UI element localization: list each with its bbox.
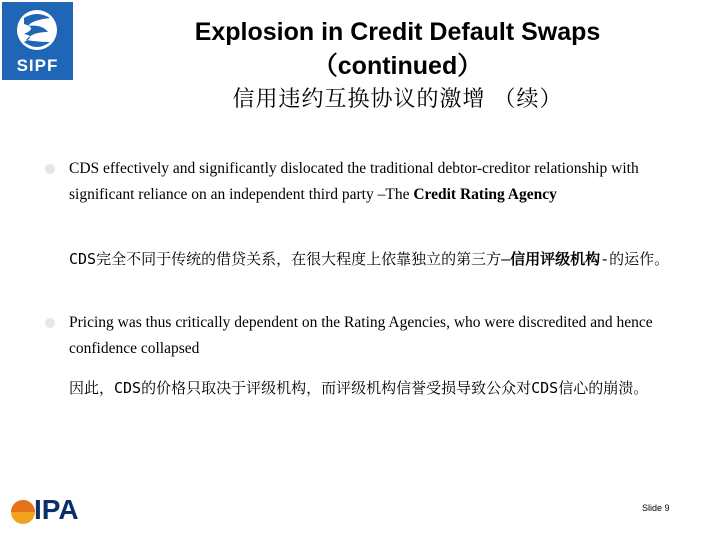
- title-line-1: Explosion in Credit Default Swaps: [194, 18, 601, 46]
- sipf-logo-text: SIPF: [16, 56, 59, 75]
- bullet-1-chinese-tail: -的运作。: [600, 250, 670, 268]
- credit-rating-agency-bold: Credit Rating Agency: [413, 186, 557, 203]
- bullet-2-chinese: 因此，CDS的价格只取决于评级机构，而评级机构信誉受损导致公众对CDS信心的崩溃。: [69, 379, 649, 397]
- bullet-2-english: Pricing was thus critically dependent on the Rating Agencies, who were discredited and hence confidence collapsed: [69, 314, 653, 357]
- bullet-dot-2: [45, 318, 55, 328]
- bullet-1-english-text: CDS effectively and significantly dislocated the traditional debtor-creditor relationship with significant reliance on an independent third party –The: [69, 160, 639, 203]
- ipa-logo-text: IPA: [34, 494, 79, 525]
- title-line-2: （continued）: [312, 52, 483, 80]
- bullet-dot-1: [45, 164, 55, 174]
- bullet-1-chinese-text: CDS完全不同于传统的借贷关系，在很大程度上依靠独立的第三方—: [69, 250, 511, 268]
- title-line-3: 信用违约互换协议的激增 （续）: [232, 87, 563, 112]
- sipf-logo: [2, 2, 73, 80]
- bullet-1-chinese: [69, 246, 694, 272]
- slide-title: [120, 15, 675, 117]
- bullet-1-english: [69, 156, 694, 208]
- sipf-emblem-icon: [2, 2, 73, 60]
- slide-number: Slide 9: [642, 503, 670, 513]
- credit-rating-agency-cn-bold: 信用评级机构: [510, 250, 601, 268]
